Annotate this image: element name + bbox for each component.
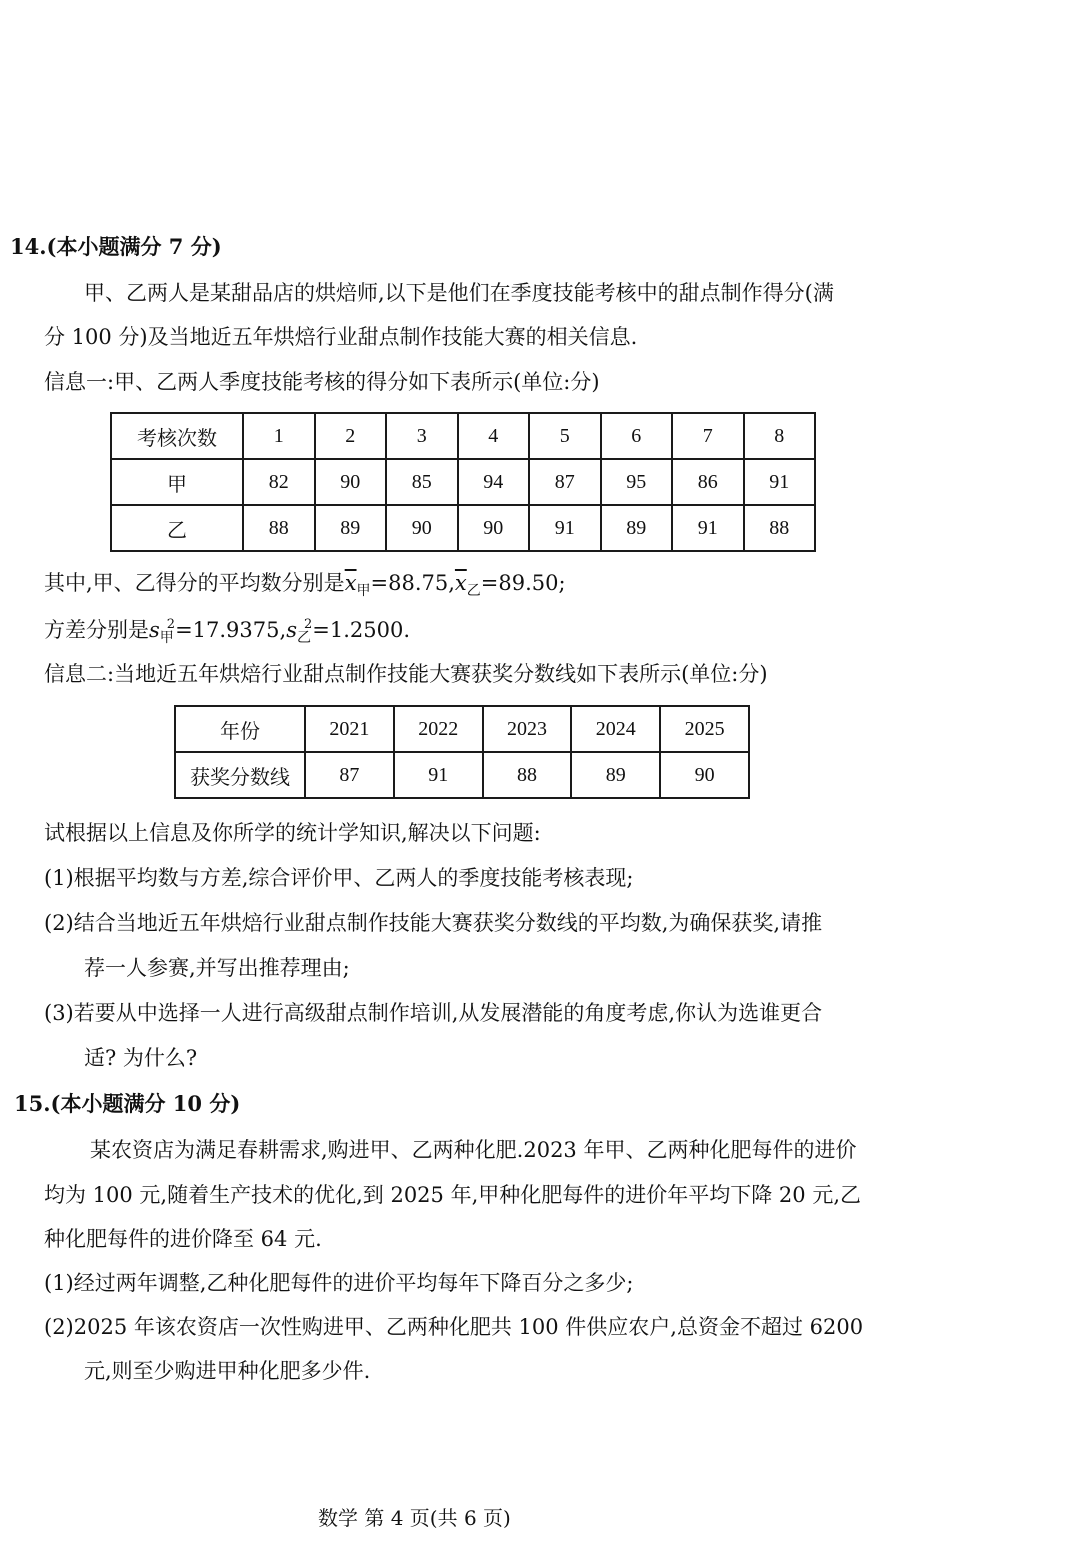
score-table-cell: 94 [458,459,530,505]
q15-part2-line2: 元,则至少购进甲种化肥多少件. [84,1359,371,1383]
q15-line2: 均为 100 元,随着生产技术的优化,到 2025 年,甲种化肥每件的进价年平均下降 20 元,乙 [44,1183,861,1207]
score-table-cell: 88 [243,505,315,551]
threshold-table-cell: 89 [571,752,660,798]
score-table-cell: 90 [386,505,458,551]
score-table-cell: 95 [601,459,673,505]
threshold-table-header-row [175,706,749,752]
threshold-table-header-cell: 2021 [305,706,394,752]
q14-info2-title: 信息二:当地近五年烘焙行业甜点制作技能大赛获奖分数线如下表所示(单位:分) [44,662,768,686]
threshold-table-header-cell: 2024 [571,706,660,752]
page-footer: 数学 第 4 页(共 6 页) [318,1506,511,1530]
q14-header: 14.(本小题满分 7 分) [10,234,222,259]
score-table-header-cell: 2 [315,413,387,459]
score-table-header-row [111,413,815,459]
threshold-table-header-cell: 2025 [660,706,749,752]
variance-sub-yi: 乙 [296,630,311,646]
threshold-table-cell: 90 [660,752,749,798]
q15-part1: (1)经过两年调整,乙种化肥每件的进价平均每年下降百分之多少; [44,1271,634,1295]
variance-statement [44,617,411,646]
score-table-header-cell: 7 [672,413,744,459]
mean-statement [44,571,566,599]
threshold-table-header-cell: 2023 [483,706,572,752]
score-table-cell: 乙 [111,505,243,551]
variance-symbol-jia: s [149,618,160,642]
q15-part2-line1: (2)2025 年该农资店一次性购进甲、乙两种化肥共 100 件供应农户,总资金不超过 6200 [44,1315,864,1339]
score-table-header-cell: 8 [744,413,816,459]
score-table-cell: 89 [601,505,673,551]
variance-value-jia: =17.9375, [175,618,287,642]
score-table-cell: 89 [315,505,387,551]
score-table-cell: 86 [672,459,744,505]
score-table-row-jia [111,459,815,505]
score-table-cell: 甲 [111,459,243,505]
mean-sub-jia: 甲 [356,583,371,599]
q15-line1: 某农资店为满足春耕需求,购进甲、乙两种化肥.2023 年甲、乙两种化肥每件的进价 [90,1138,857,1162]
q14-part3-line2: 适? 为什么? [84,1046,198,1070]
mean-value-yi: =89.50; [480,571,566,595]
q14-part2-line1: (2)结合当地近五年烘焙行业甜点制作技能大赛获奖分数线的平均数,为确保获奖,请推 [44,911,823,935]
score-table-cell: 85 [386,459,458,505]
threshold-table-cell: 获奖分数线 [175,752,305,798]
variance-symbol-yi: s [286,618,297,642]
score-table-header-cell: 1 [243,413,315,459]
threshold-table-cell: 88 [483,752,572,798]
mean-sub-yi: 乙 [466,583,481,599]
score-table-cell: 88 [744,505,816,551]
q14-part2-line2: 荐一人参赛,并写出推荐理由; [84,956,350,980]
score-table-row-yi [111,505,815,551]
score-table-header-cell: 4 [458,413,530,459]
q14-info1-title: 信息一:甲、乙两人季度技能考核的得分如下表所示(单位:分) [44,370,600,394]
q14-intro-line1: 甲、乙两人是某甜品店的烘焙师,以下是他们在季度技能考核中的甜点制作得分(满 [84,281,834,305]
variance-sub-jia: 甲 [159,630,174,646]
score-table-header-cell: 5 [529,413,601,459]
score-table-cell: 90 [458,505,530,551]
threshold-table-row [175,752,749,798]
threshold-table-cell: 91 [394,752,483,798]
threshold-table-cell: 87 [305,752,394,798]
variance-value-yi: =1.2500. [312,618,411,642]
score-table-header-cell: 6 [601,413,673,459]
variance-prefix: 方差分别是 [44,618,149,642]
score-table-cell: 87 [529,459,601,505]
score-table-header-cell: 3 [386,413,458,459]
score-table [110,412,816,552]
score-table-cell: 91 [529,505,601,551]
mean-value-jia: =88.75, [370,571,455,595]
q15-line3: 种化肥每件的进价降至 64 元. [44,1227,322,1251]
mean-symbol-yi: $\overline{x}$ [454,571,467,595]
variance-exp-jia: 2 [166,617,176,632]
q14-part1: (1)根据平均数与方差,综合评价甲、乙两人的季度技能考核表现; [44,866,634,890]
mean-symbol-jia: $\overline{x}$ [344,571,357,595]
score-table-cell: 90 [315,459,387,505]
q15-header: 15.(本小题满分 10 分) [14,1091,241,1116]
score-table-cell: 91 [744,459,816,505]
threshold-table [174,705,750,799]
score-table-header-cell: 考核次数 [111,413,243,459]
variance-exp-yi: 2 [303,617,313,632]
threshold-table-header-cell: 2022 [394,706,483,752]
mean-prefix: 其中,甲、乙得分的平均数分别是 [44,571,345,595]
q14-task: 试根据以上信息及你所学的统计学知识,解决以下问题: [44,821,541,845]
score-table-cell: 82 [243,459,315,505]
score-table-cell: 91 [672,505,744,551]
threshold-table-header-cell: 年份 [175,706,305,752]
q14-part3-line1: (3)若要从中选择一人进行高级甜点制作培训,从发展潜能的角度考虑,你认为选谁更合 [44,1001,823,1025]
q14-intro-line2: 分 100 分)及当地近五年烘焙行业甜点制作技能大赛的相关信息. [44,325,638,349]
